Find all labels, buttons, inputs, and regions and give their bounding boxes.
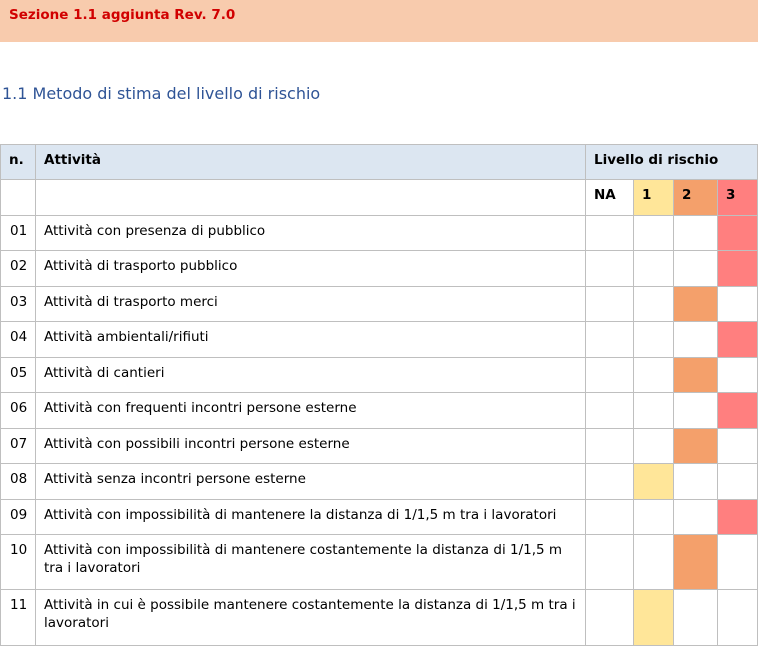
risk-cell-na: [586, 464, 634, 500]
risk-cell-2: [674, 393, 718, 429]
row-number: 07: [1, 429, 36, 464]
risk-cell-1: [634, 464, 674, 500]
row-activity: Attività con possibili incontri persone esterne: [36, 429, 586, 464]
risk-cell-na: [586, 322, 634, 358]
risk-cell-na: [586, 358, 634, 393]
row-number: 01: [1, 216, 36, 251]
risk-cell-1: [634, 590, 674, 646]
table-row: [1, 216, 758, 251]
table-row: [1, 287, 758, 322]
table-row: [1, 535, 758, 590]
risk-cell-na: [586, 216, 634, 251]
row-activity: Attività di trasporto pubblico: [36, 251, 586, 287]
risk-cell-2: [674, 287, 718, 322]
risk-cell-na: [586, 590, 634, 646]
risk-cell-3: [718, 287, 758, 322]
risk-cell-1: [634, 358, 674, 393]
row-activity: Attività senza incontri persone esterne: [36, 464, 586, 500]
row-number: 04: [1, 322, 36, 358]
header-activity: Attività: [36, 145, 586, 180]
row-number: 10: [1, 535, 36, 590]
risk-cell-1: [634, 535, 674, 590]
risk-cell-1: [634, 287, 674, 322]
table-row: [1, 590, 758, 646]
subheader-empty-activity: [36, 180, 586, 216]
table-row: [1, 464, 758, 500]
risk-cell-2: [674, 464, 718, 500]
risk-cell-na: [586, 287, 634, 322]
risk-cell-2: [674, 590, 718, 646]
header-risk-level: Livello di rischio: [586, 145, 758, 180]
risk-cell-2: [674, 322, 718, 358]
row-number: 09: [1, 500, 36, 535]
risk-cell-2: [674, 429, 718, 464]
row-number: 02: [1, 251, 36, 287]
risk-cell-3: [718, 535, 758, 590]
row-activity: Attività con frequenti incontri persone esterne: [36, 393, 586, 429]
risk-cell-2: [674, 216, 718, 251]
subheader-empty-num: [1, 180, 36, 216]
risk-cell-3: [718, 322, 758, 358]
table-subheader-row: [1, 180, 758, 216]
risk-cell-3: [718, 358, 758, 393]
risk-table: [0, 144, 758, 646]
risk-cell-na: [586, 535, 634, 590]
revision-banner: [0, 0, 758, 42]
row-number: 05: [1, 358, 36, 393]
risk-table-body: [1, 216, 758, 646]
level-3-header: 3: [718, 180, 758, 216]
section-title: 1.1 Metodo di stima del livello di rischio: [2, 84, 321, 103]
risk-cell-3: [718, 464, 758, 500]
header-num: n.: [1, 145, 36, 180]
risk-cell-2: [674, 251, 718, 287]
risk-cell-3: [718, 590, 758, 646]
risk-cell-na: [586, 393, 634, 429]
table-row: [1, 322, 758, 358]
risk-cell-3: [718, 500, 758, 535]
level-2-header: 2: [674, 180, 718, 216]
row-activity: Attività con presenza di pubblico: [36, 216, 586, 251]
row-activity: Attività con impossibilità di mantenere costantemente la distanza di 1/1,5 m tra i lavoratori: [36, 535, 586, 590]
level-na-header: NA: [586, 180, 634, 216]
table-row: [1, 393, 758, 429]
risk-cell-1: [634, 251, 674, 287]
table-row: [1, 500, 758, 535]
row-activity: Attività di cantieri: [36, 358, 586, 393]
risk-cell-1: [634, 429, 674, 464]
risk-cell-1: [634, 322, 674, 358]
table-header-row: [1, 145, 758, 180]
risk-cell-2: [674, 535, 718, 590]
row-number: 03: [1, 287, 36, 322]
revision-banner-text: Sezione 1.1 aggiunta Rev. 7.0: [9, 7, 236, 23]
row-activity: Attività di trasporto merci: [36, 287, 586, 322]
risk-cell-na: [586, 251, 634, 287]
row-number: 11: [1, 590, 36, 646]
risk-cell-2: [674, 358, 718, 393]
row-activity: Attività ambientali/rifiuti: [36, 322, 586, 358]
table-row: [1, 358, 758, 393]
risk-cell-na: [586, 429, 634, 464]
risk-cell-3: [718, 429, 758, 464]
table-row: [1, 251, 758, 287]
row-activity: Attività con impossibilità di mantenere la distanza di 1/1,5 m tra i lavoratori: [36, 500, 586, 535]
risk-cell-3: [718, 393, 758, 429]
risk-cell-1: [634, 500, 674, 535]
risk-cell-1: [634, 393, 674, 429]
risk-cell-3: [718, 216, 758, 251]
table-row: [1, 429, 758, 464]
risk-cell-na: [586, 500, 634, 535]
risk-cell-2: [674, 500, 718, 535]
level-1-header: 1: [634, 180, 674, 216]
risk-cell-1: [634, 216, 674, 251]
row-number: 08: [1, 464, 36, 500]
risk-cell-3: [718, 251, 758, 287]
row-number: 06: [1, 393, 36, 429]
row-activity: Attività in cui è possibile mantenere costantemente la distanza di 1/1,5 m tra i lavoratori: [36, 590, 586, 646]
